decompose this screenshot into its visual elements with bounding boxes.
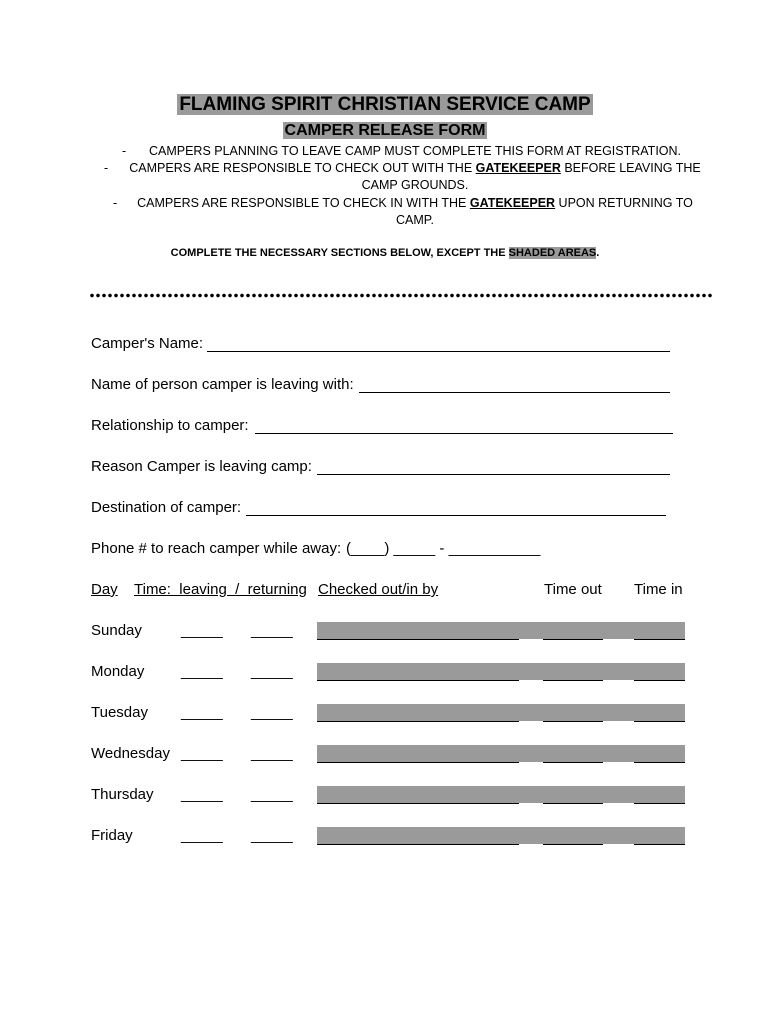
day-label: Tuesday (91, 704, 148, 721)
shaded-gap (519, 663, 543, 680)
returning-time-blank[interactable]: _____ (251, 827, 293, 844)
rule-1 (140, 143, 690, 160)
table-row (0, 704, 770, 724)
time-in-shaded (634, 745, 685, 763)
reason-field[interactable] (317, 474, 670, 475)
day-column-header: Day (91, 581, 118, 598)
shaded-gap (519, 622, 543, 639)
destination-field[interactable] (246, 515, 666, 516)
checked-column-header: Checked out/in by (318, 581, 439, 598)
day-label: Wednesday (91, 745, 170, 762)
phone-field[interactable]: (____) _____ - ___________ (346, 540, 541, 557)
gatekeeper-emphasis: GATEKEEPER (475, 161, 561, 175)
rule-3-text-after: UPON RETURNING TO (555, 196, 693, 210)
returning-time-blank[interactable]: _____ (251, 663, 293, 680)
instructions-text-before: COMPLETE THE NECESSARY SECTIONS BELOW, EXCEPT THE (170, 247, 509, 259)
relationship-label: Relationship to camper: (91, 417, 249, 434)
phone-label: Phone # to reach camper while away: (91, 540, 342, 557)
shaded-gap (519, 827, 543, 844)
form-title (0, 121, 770, 141)
day-label: Monday (91, 663, 145, 680)
rule-2-text-after: BEFORE LEAVING THE (560, 161, 701, 175)
returning-time-blank[interactable]: _____ (251, 786, 293, 803)
time-in-shaded (634, 663, 685, 681)
checked-by-shaded (317, 704, 519, 722)
rule-2-bullet: - (104, 161, 109, 175)
rule-2-continuation: CAMP GROUNDS. (361, 178, 469, 192)
relationship-field[interactable] (255, 433, 673, 434)
time-out-shaded (543, 704, 603, 722)
dotted-divider (89, 293, 713, 298)
person-leaving-with-label: Name of person camper is leaving with: (91, 376, 354, 393)
rule-3-text-before: CAMPERS ARE RESPONSIBLE TO CHECK IN WITH THE (137, 196, 470, 210)
shaded-gap (519, 745, 543, 762)
shaded-gap (603, 745, 634, 762)
checked-by-shaded (317, 663, 519, 681)
checked-by-shaded (317, 827, 519, 845)
leaving-time-blank[interactable]: _____ (181, 663, 223, 680)
rule-3-continuation: CAMP. (396, 213, 434, 227)
leaving-time-blank[interactable]: _____ (181, 704, 223, 721)
checked-by-shaded (317, 786, 519, 804)
rule-1-bullet: - (122, 144, 127, 158)
time-in-shaded (634, 704, 685, 722)
checked-by-shaded (317, 745, 519, 763)
gatekeeper-emphasis: GATEKEEPER (469, 196, 556, 210)
checked-by-shaded (317, 622, 519, 640)
rule-2-text-before: CAMPERS ARE RESPONSIBLE TO CHECK OUT WITH THE (129, 161, 476, 175)
time-out-column-header: Time out (544, 581, 602, 598)
rule-1-text: CAMPERS PLANNING TO LEAVE CAMP MUST COMPLETE THIS FORM AT REGISTRATION. (148, 144, 682, 158)
time-in-shaded (634, 827, 685, 845)
leaving-time-blank[interactable]: _____ (181, 786, 223, 803)
table-row (0, 827, 770, 847)
returning-time-blank[interactable]: _____ (251, 622, 293, 639)
time-in-shaded (634, 786, 685, 804)
instructions-text-after: . (596, 247, 600, 259)
day-label: Sunday (91, 622, 142, 639)
leaving-time-blank[interactable]: _____ (181, 745, 223, 762)
shaded-gap (603, 704, 634, 721)
campers-name-label: Camper's Name: (91, 335, 204, 352)
shaded-gap (603, 786, 634, 803)
leaving-time-blank[interactable]: _____ (181, 827, 223, 844)
shaded-gap (603, 663, 634, 680)
camp-name-title (0, 93, 770, 117)
instructions (0, 246, 770, 260)
day-label: Thursday (91, 786, 154, 803)
campers-name-field[interactable] (207, 351, 670, 352)
time-in-shaded (634, 622, 685, 640)
person-leaving-with-field[interactable] (359, 392, 670, 393)
leaving-time-blank[interactable]: _____ (181, 622, 223, 639)
shaded-gap (519, 786, 543, 803)
shaded-areas-highlight: SHADED AREAS (508, 247, 597, 259)
reason-label: Reason Camper is leaving camp: (91, 458, 312, 475)
rule-3-bullet: - (113, 196, 118, 210)
time-in-column-header: Time in (634, 581, 683, 598)
shaded-gap (603, 827, 634, 844)
rule-3 (128, 195, 702, 212)
form-title-text: CAMPER RELEASE FORM (284, 122, 486, 139)
table-row (0, 663, 770, 683)
time-out-shaded (543, 745, 603, 763)
destination-label: Destination of camper: (91, 499, 242, 516)
time-out-shaded (543, 622, 603, 640)
time-column-header: Time: leaving / returning (134, 581, 307, 598)
returning-time-blank[interactable]: _____ (251, 704, 293, 721)
returning-time-blank[interactable]: _____ (251, 745, 293, 762)
table-row (0, 786, 770, 806)
time-out-shaded (543, 786, 603, 804)
shaded-gap (519, 704, 543, 721)
day-label: Friday (91, 827, 133, 844)
table-row (0, 622, 770, 642)
time-out-shaded (543, 827, 603, 845)
time-out-shaded (543, 663, 603, 681)
shaded-gap (603, 622, 634, 639)
table-row (0, 745, 770, 765)
camp-name-text: FLAMING SPIRIT CHRISTIAN SERVICE CAMP (179, 94, 591, 115)
rule-2 (120, 160, 710, 177)
